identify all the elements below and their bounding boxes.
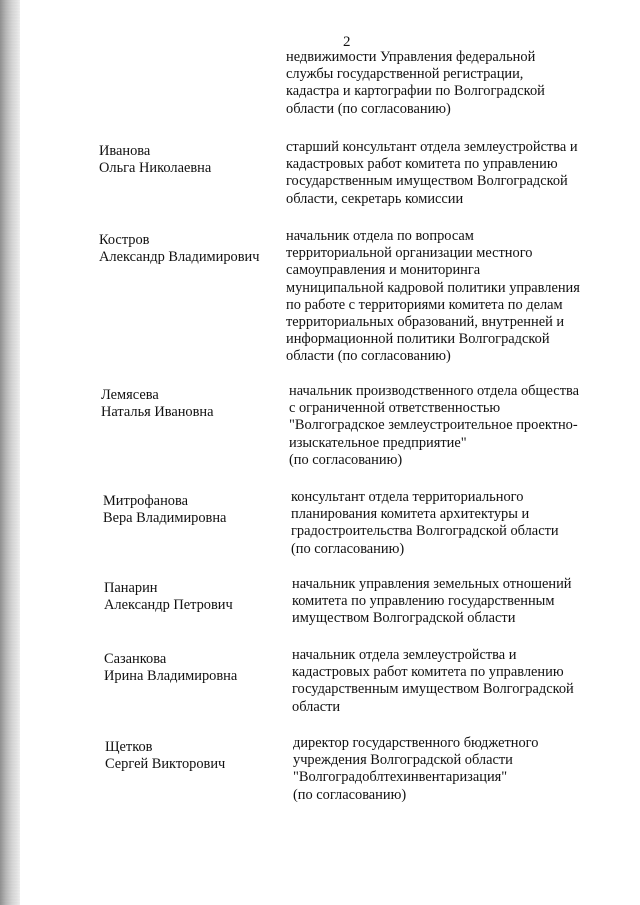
member-given-names: Александр Петрович <box>104 597 233 614</box>
position-line: кадастровых работ комитета по управлению <box>286 156 558 173</box>
member-name <box>105 739 295 773</box>
member-given-names: Ирина Владимировна <box>104 668 238 685</box>
member-surname: Митрофанова <box>103 493 188 509</box>
position-line: самоуправления и мониторинга <box>286 262 481 279</box>
member-given-names: Сергей Викторович <box>105 756 226 773</box>
position-line: начальник отдела по вопросам <box>286 228 474 244</box>
position-line: (по согласованию) <box>293 786 407 803</box>
member-surname: Иванова <box>99 143 151 159</box>
member-name <box>99 232 289 266</box>
member-position <box>286 228 616 366</box>
position-line: "Волгоградоблтехинвентаризация" <box>293 769 508 786</box>
position-line: области, секретарь комиссии <box>286 190 464 207</box>
member-given-names: Александр Владимирович <box>99 249 260 266</box>
position-line: начальник отдела землеустройства и <box>292 647 517 663</box>
position-line: с ограниченной ответственностью <box>289 400 501 417</box>
member-name <box>104 580 294 614</box>
position-line: области <box>292 698 341 715</box>
position-line: (по согласованию) <box>291 540 405 557</box>
member-position <box>292 647 622 716</box>
position-line: директор государственного бюджетного <box>293 735 539 751</box>
page-number: 2 <box>343 34 351 50</box>
member-position <box>291 489 621 558</box>
continuation-text <box>286 49 616 118</box>
position-line: по работе с территориями комитета по делам <box>286 296 563 313</box>
position-line: информационной политики Волгоградской <box>286 331 550 348</box>
position-line: муниципальной кадровой политики управления <box>286 279 580 296</box>
position-line: "Волгоградское землеустроительное проектно- <box>289 417 578 434</box>
position-line: старший консультант отдела землеустройства и <box>286 139 578 155</box>
position-line: начальник управления земельных отношений <box>292 576 572 592</box>
position-line: (по согласованию) <box>289 451 403 468</box>
member-given-names: Наталья Ивановна <box>101 404 214 421</box>
position-line: консультант отдела территориального <box>291 489 524 505</box>
position-line: области (по согласованию) <box>286 348 451 365</box>
member-position <box>292 576 622 628</box>
member-surname: Сазанкова <box>104 651 167 667</box>
continuation-line: области (по согласованию) <box>286 100 451 117</box>
member-given-names: Ольга Николаевна <box>99 160 212 177</box>
member-name <box>104 651 294 685</box>
position-line: государственным имуществом Волгоградской <box>292 681 574 698</box>
member-name <box>101 387 291 421</box>
position-line: начальник производственного отдела общества <box>289 383 579 399</box>
position-line: комитета по управлению государственным <box>292 593 555 610</box>
position-line: государственным имуществом Волгоградской <box>286 173 568 190</box>
position-line: изыскательное предприятие" <box>289 434 467 451</box>
continuation-line: службы государственной регистрации, <box>286 66 524 83</box>
position-line: учреждения Волгоградской области <box>293 752 513 769</box>
member-given-names: Вера Владимировна <box>103 510 227 527</box>
member-surname: Щетков <box>105 739 153 755</box>
position-line: кадастровых работ комитета по управлению <box>292 664 564 681</box>
member-surname: Лемясева <box>101 387 159 403</box>
member-position <box>293 735 623 804</box>
member-name <box>103 493 293 527</box>
member-name <box>99 143 289 177</box>
member-position <box>286 139 616 208</box>
member-surname: Панарин <box>104 580 158 596</box>
continuation-line: кадастра и картографии по Волгоградской <box>286 83 545 100</box>
position-line: территориальной организации местного <box>286 245 533 262</box>
scan-edge-shadow <box>0 0 20 905</box>
member-position <box>289 383 619 469</box>
position-line: планирования комитета архитектуры и <box>291 506 530 523</box>
continuation-line: недвижимости Управления федеральной <box>286 49 536 65</box>
position-line: имуществом Волгоградской области <box>292 610 516 627</box>
position-line: территориальных образований, внутренней и <box>286 314 565 331</box>
position-line: градостроительства Волгоградской области <box>291 523 559 540</box>
member-surname: Кострoв <box>99 232 150 248</box>
